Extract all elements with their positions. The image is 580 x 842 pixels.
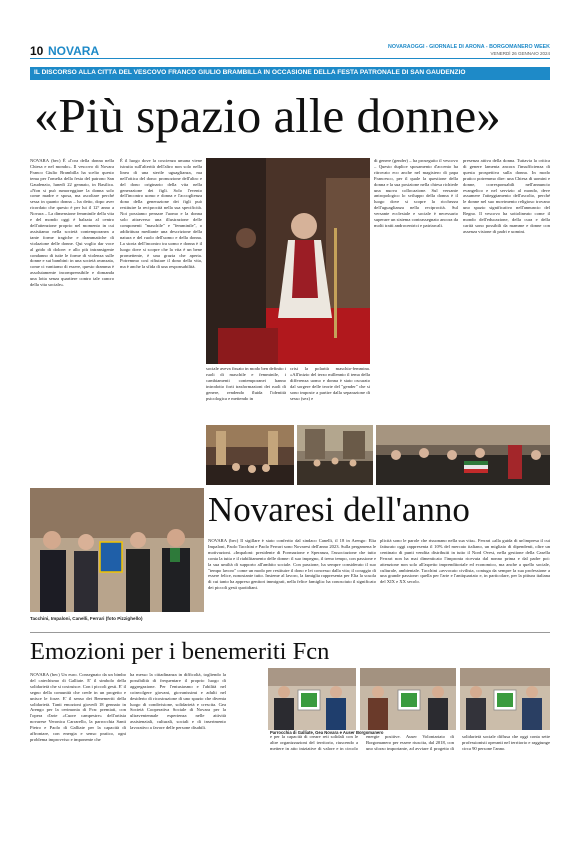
fcn-award-photo-3: [460, 668, 550, 730]
article1-col3: sociale aveva fissato in modo ben definito i ruoli di maschile e femminile, i cambiamenti contemporanei hanno introdotto forti trasformazioni dei ruoli di genere, rendendo fluida l'identità psicologica e mettendo in: [206, 366, 286, 401]
page-header: [30, 43, 550, 57]
article3-col2: ha messo la cittadinanza in difficoltà, togliendo la possibilità di frequentare il proprio luogo di aggregazione. Per l'entusiasmo e l'abilità nel coinvolgere giovani, giovanissimi e adulti nel desiderio di ricostruzione di uno spazio che diventa luogo di condivisione, solidarietà e crescita. Gea Società Cooperativa Sociale di Novara per la ultraventennale esperienza nelle attività assistenziali, culturali, sociali e di inserimento lavorativo a favore delle persone disabili.: [130, 672, 226, 731]
kicker-text: IL DISCORSO ALLA CITTÀ DEL VESCOVO FRANCO GIULIO BRAMBILLA IN OCCASIONE DELLA FESTA PATRONALE DI SAN GAUDENZIO: [34, 69, 466, 76]
publication-name: NOVARAOGGI - GIORNALE DI ARONA - BORGOMANERO WEEK: [388, 44, 550, 50]
civic-ceremony-photo: [376, 425, 550, 485]
page-number: 10: [30, 44, 44, 58]
article3-col3: e per la capacità di creare reti solidali con le altre organizzazioni del territorio, riuscendo a mettere in atto iniziative di valore e in circolo energie positive. Auser Volontariato di Borgomanero per essere riuscita, dal 2018, con uno sforzo importante, ad avviare il progetto di solidarietà sociale diffusa che oggi conta sette professionisti operanti nel territorio e raggiunge circa 90 persone l'anno.: [270, 734, 550, 751]
fcn-award-drawing-2: [360, 668, 456, 730]
article1-col5: di genere (gender) – ha proseguito il vescovo – Questo duplice sposamento d'accento ha ritrovato eco anche nel magistero di papa Francesco, per il quale la questione della donna e la sua posizione nella chiesa richiede una nuova collocazione. Sul versante antropologico lo sviluppo della donna è il luogo dove si scopre la ricchezza dell'uguaglianza nella reciprocità. Sul versante ecclesiale e sociale è necessario superare un sistema contrassegnato ancora da molti tratti androcentrici e patriarcali.: [374, 158, 458, 228]
civic-ceremony-drawing: [376, 425, 550, 485]
bishop-photo-drawing: [206, 158, 370, 364]
article1-col1: NOVARA (bec) È «l'ora della donna nella Chiesa e nel mondo». Il vescovo di Novara Franco Giulio Brambilla ha scelto questo tema per l'omelia della festa del patrono San Gaudenzio, lunedì 22 gennaio, in Basilica. «Non si può rumoreggiare la donna solo come madre e sposa, ma ascoltare perché sessa in quanto donna – ha detto, dopo aver ricordato che questo è per lui il 12° anno a Novara – La dimensione femminile della vita e del mondo oggi è balzata al centro dell'attenzione proprio nel momento in cui assistiamo nella società contemporanea a tante forme tragiche e drammatiche di violazione delle donne. Qui voglio dar voce al grido di dolore: e allo più intransigente condanno di tutte le forme di violenza sulle donne e sui bambini: in una società avanzata, come ci vantiamo di essere, questo dramma è assolutamente incomprensibile e domanda una lotta senza quartiere contro tale cancro della vita sociale».: [30, 158, 114, 288]
section-divider: [30, 632, 550, 633]
fcn-award-drawing-1: [268, 668, 356, 730]
article3-title: Emozioni per i benemeriti Fcn: [30, 638, 330, 665]
article1-col4: crisi la polarità maschio-femmina. «All'inizio del terzo millennio il tema della differenza uomo e donna è stato oscurato dal sorgere delle teorie del "gender" che si sono imposte a partire dalla separazione di sesso (sex) e: [290, 366, 370, 401]
article3-col1: NOVARA (bec) Un euro. Consegnato da un bimbo del catechismo di Galliate. E' il simbolo della solidarietà che si costruisce. Con i piccoli gesti. E' il segno della comunità che crede in un progetto e unisce le forze. E' il senso dei Benemeriti della solidarietà. Tanti emozioni giovedì 18 gennaio in Arengo per la cerimonia di Fcn: premiati, con l'opera d'arte «Cuore campestre» dell'artista novarese Veronica Carrarello, la parrocchia Santi Pietro e Paolo di Galliate per la capacità di affrontare, con energia e senso pratico, ogni problema improvviso e imponente che: [30, 672, 126, 742]
article2-col1: NOVARA (bec) Il sigillare è stato conferito dal sindaco Canelli, il 18 in Arengo: Elia Impaloni, Paolo Tacchini e Paolo Ferrari sono Novaresi dell'anno 2023. Sulla pergamena le motivazioni. «Impaloni: presidente di Formazione e Speranza, l'associazione che tutto conta la tutta e il riabilitamento delle donne: il suo impegno, il treno tempo, con passione e la sua umiltà di supporto all'ambito sociale. Con passione, ha sempre considerato il suo "tempo lavoro" come un modo per restituire il dono e lei concesso dalla vita; il coraggio di essere felice, nonostante tutto. Insieme al lavoro, la famiglia rappresenta per Elia la scuola di cui tanto ha appreso genitori immigrati, nella felice famiglia: ha conosciuto il significato dei piccoli gesti quotidiani.: [208, 538, 376, 591]
award-winners-drawing: [30, 488, 204, 612]
headline: «Più spazio alle donne»: [34, 88, 501, 143]
article2-title: Novaresi dell'anno: [208, 490, 470, 529]
fcn-award-drawing-3: [460, 668, 550, 730]
issue-date: VENERDÌ 26 GENNAIO 2024: [490, 51, 550, 56]
fcn-award-photo-2: [360, 668, 456, 730]
award-winners-photo: [30, 488, 204, 612]
article1-col2: È il luogo dove la coscienza umana viene istruita sull'alterità dell'altro non solo nella linea di una sterile uguaglianza, ma nell'ottica del dono: promozione dell'altro e del dono originario della vita nella generazione dei figli. Solo l'evento dell'incontro uomo e donna e l'accoglienza dono della generazione dei figli può restituire la reciprocità nella sua specificità. Noi possiamo pensare l'uomo e la donna solo attraverso una illustrazione delle componenti "maschile" e "femminile", o addirittura mediante una descrizione della natura e del ruolo dell'uomo e della donna. La storia dell'incontro tra uomo e donna è il luogo dove si scopre che la vita è un bene promettente, è una grazia che aperta. Potremmo così rifiutare il dono della vita, ma è anche la sfida di una responsabilità.: [120, 158, 202, 270]
bishop-photo: [206, 158, 370, 364]
section-name: NOVARA: [48, 44, 100, 58]
church-interior-drawing: [206, 425, 294, 485]
article1-col6: presenza attiva della donna. Tuttavia la critica di genere lamenta ancora l'insufficienza di questa prospettiva sulla donna. In modo pratico potremmo dire: una Chiesa di uomini e donne, corresponsabili nell'annuncio evangelico e nel servizio al mondo, deve assumere l'atteggiamento dell'ascolto, perché le donne nel suo movimento religioso trovano uno spazio significativo nell'annuncio del Regno. Il vescovo ha sottolineato come il mondo dell'educazione, della cura e della carità sono possibili da mamme e donne con assenza visione di padri e uomini.: [463, 158, 550, 234]
fcn-award-photo-1: [268, 668, 356, 730]
award-photo-caption: Tacchini, Impaloni, Canelli, Ferrari (foto Pizzighello): [30, 616, 143, 621]
header-rule: [30, 58, 550, 59]
procession-photo: [297, 425, 373, 485]
fcn-photo-caption: Parrocchia di Galliate, Gea Novara e Auser Borgomanero: [270, 730, 384, 735]
church-interior-photo: [206, 425, 294, 485]
article2-col2: plicità sono le parole che risuonano nella sua vita». Ferrari «alla guida di un'impresa il cui fatturato oggi rappresenta il 10% del mercato italiano, un migliaio di dipendenti, oltre un centinaio di punti vendita distribuiti in tutto il Nord Ovest, nella gestione della Casella Ferrari non ha mai dimenticato l'impronta ricevuta dal nonno prima e dal padre poi: attenzione non solo all'aspetto imprenditoriale ed economico, ma anche a quello sociale, culturale, ambientale. Tacchini «avvocato civilista, coniuga da sempre la sua professione a una grande passione: quella per l'arte e l'antiquariato e, in particolare, per la pittura italiana del XIX e XX secolo.: [380, 538, 550, 585]
procession-drawing: [297, 425, 373, 485]
